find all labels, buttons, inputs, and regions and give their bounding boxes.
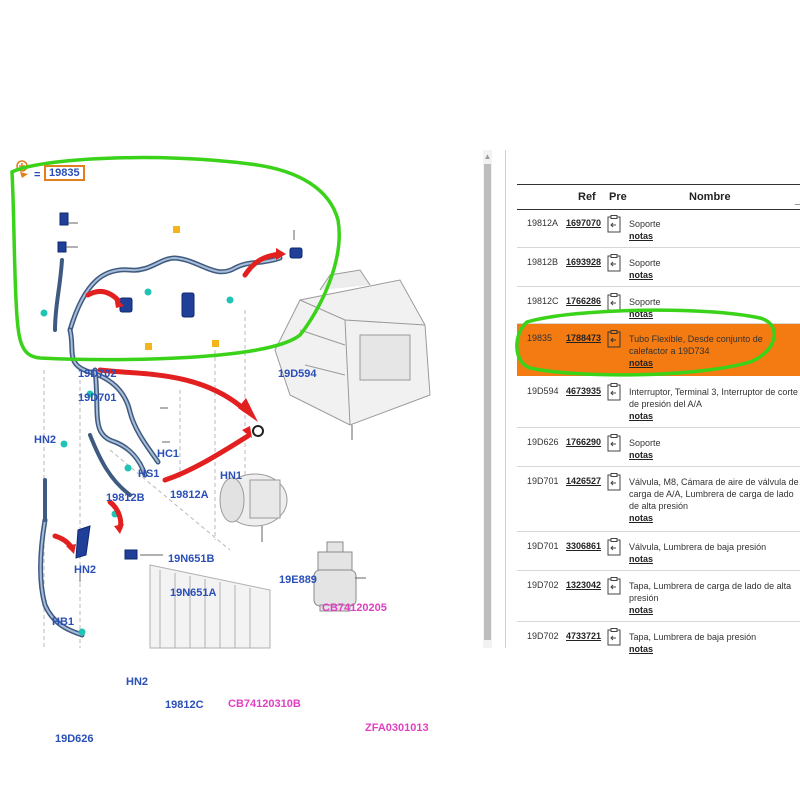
callout-19812A[interactable]: 19812A bbox=[170, 489, 209, 501]
row-ref-link[interactable]: 4733721 bbox=[566, 631, 602, 641]
parts-diagram[interactable] bbox=[0, 150, 480, 745]
row-ref-link[interactable]: 1788473 bbox=[566, 333, 602, 343]
row-name: Tapa, Lumbrera de carga de lado de alta presión bbox=[629, 581, 792, 603]
notes-link[interactable]: notas bbox=[629, 554, 654, 564]
row-code: 19812B bbox=[527, 257, 559, 267]
green-annotation-right bbox=[505, 300, 795, 390]
refrigerant-bottle-drawing bbox=[314, 542, 356, 611]
row-name: Interruptor, Terminal 3, Interruptor de corte de presión del A/A bbox=[629, 387, 798, 409]
row-ref-link[interactable]: 1323042 bbox=[566, 580, 602, 590]
callout-19812B[interactable]: 19812B bbox=[106, 492, 145, 504]
svg-text:=: = bbox=[34, 169, 41, 181]
row-name: Válvula, M8, Cámara de aire de válvula de carga de A/A, Lumbrera de carga de lado de alta presión bbox=[629, 477, 799, 511]
row-ref-link[interactable]: 1426527 bbox=[566, 476, 602, 486]
callout-19N651B[interactable]: 19N651B bbox=[168, 553, 215, 565]
table-row[interactable] bbox=[517, 467, 800, 532]
row-code: 19D701 bbox=[527, 541, 559, 551]
row-name: Válvula, Lumbrera de baja presión bbox=[629, 542, 767, 552]
row-code: 19835 bbox=[527, 333, 553, 343]
notes-link[interactable]: notas bbox=[629, 411, 654, 421]
callout-CB74120205[interactable]: CB74120205 bbox=[322, 602, 387, 614]
header-name[interactable]: Nombre bbox=[689, 191, 731, 203]
row-code: 19812C bbox=[527, 296, 559, 306]
callout-19N651A[interactable]: 19N651A bbox=[170, 587, 217, 599]
clipboard-icon[interactable] bbox=[607, 215, 621, 233]
diagram-scrollbar[interactable] bbox=[483, 150, 492, 648]
row-name: Soporte bbox=[629, 258, 661, 268]
callout-19D701[interactable]: 19D701 bbox=[78, 392, 117, 404]
callout-19E889[interactable]: 19E889 bbox=[279, 574, 317, 586]
row-ref-link[interactable]: 1766290 bbox=[566, 437, 602, 447]
notes-link[interactable]: notas bbox=[629, 358, 654, 368]
row-code: 19D701 bbox=[527, 476, 559, 486]
callout-19D626[interactable]: 19D626 bbox=[55, 733, 94, 745]
row-ref-link[interactable]: 3306861 bbox=[566, 541, 602, 551]
diagram-drawing bbox=[0, 150, 480, 648]
warning-marker bbox=[145, 343, 152, 350]
row-code: 19D626 bbox=[527, 437, 559, 447]
table-header bbox=[517, 184, 800, 210]
row-name: Tapa, Lumbrera de baja presión bbox=[629, 632, 757, 642]
row-name: Tubo Flexible, Desde conjunto de calefactor a 19D734 bbox=[629, 334, 763, 356]
warning-marker bbox=[212, 340, 219, 347]
row-ref-link[interactable]: 1693928 bbox=[566, 257, 602, 267]
notes-link[interactable]: notas bbox=[629, 513, 654, 523]
clipboard-icon[interactable] bbox=[607, 628, 621, 646]
notes-link[interactable]: notas bbox=[629, 644, 654, 654]
callout-HN2-top[interactable]: HN2 bbox=[34, 434, 57, 446]
clipboard-icon[interactable] bbox=[607, 538, 621, 556]
callout-HN1[interactable]: HN1 bbox=[220, 470, 243, 482]
table-row[interactable] bbox=[517, 622, 800, 660]
row-code: 19D702 bbox=[527, 631, 559, 641]
header-pre[interactable]: Pre bbox=[609, 191, 627, 203]
callout-CB74120310B[interactable]: CB74120310B bbox=[228, 698, 301, 710]
row-ref-link[interactable]: 1766286 bbox=[566, 296, 602, 306]
table-row[interactable] bbox=[517, 571, 800, 622]
scroll-up-icon[interactable]: ▲ bbox=[483, 152, 492, 161]
callout-HN2-bottom[interactable]: HN2 bbox=[126, 676, 149, 688]
table-row[interactable] bbox=[517, 209, 800, 248]
table-row[interactable] bbox=[517, 532, 800, 571]
clipboard-icon[interactable] bbox=[607, 473, 621, 491]
notes-link[interactable]: notas bbox=[629, 309, 654, 319]
row-code: 19812A bbox=[527, 218, 559, 228]
callout-HB1[interactable]: HB1 bbox=[52, 616, 75, 628]
row-ref-link[interactable]: 1697070 bbox=[566, 218, 602, 228]
pane-divider[interactable] bbox=[505, 150, 506, 648]
callout-19812C[interactable]: 19812C bbox=[165, 699, 204, 711]
callout-HN2-mid[interactable]: HN2 bbox=[74, 564, 97, 576]
callout-19835[interactable]: 19835 bbox=[44, 167, 85, 179]
table-row[interactable] bbox=[517, 428, 800, 467]
callout-HS1[interactable]: HS1 bbox=[138, 468, 160, 480]
warning-marker bbox=[173, 226, 180, 233]
clipboard-icon[interactable] bbox=[607, 577, 621, 595]
row-code: 19D702 bbox=[527, 580, 559, 590]
notes-link[interactable]: notas bbox=[629, 605, 654, 615]
header-ref[interactable]: Ref bbox=[578, 191, 596, 203]
notes-link[interactable]: notas bbox=[629, 231, 654, 241]
scroll-thumb[interactable] bbox=[484, 164, 491, 640]
row-name: Soporte bbox=[629, 219, 661, 229]
clipboard-icon[interactable] bbox=[607, 254, 621, 272]
row-ref-link[interactable]: 4673935 bbox=[566, 386, 602, 396]
row-name: Soporte bbox=[629, 438, 661, 448]
clipboard-icon[interactable] bbox=[607, 434, 621, 452]
row-code: 19D594 bbox=[527, 386, 559, 396]
parts-table bbox=[517, 184, 800, 654]
condenser-drawing bbox=[150, 565, 270, 648]
callout-ZFA0301013[interactable]: ZFA0301013 bbox=[365, 722, 429, 734]
table-row[interactable] bbox=[517, 248, 800, 287]
heater-box-drawing bbox=[275, 270, 430, 425]
callout-19D702[interactable]: 19D702 bbox=[78, 368, 117, 380]
callout-19D594[interactable]: 19D594 bbox=[278, 368, 317, 380]
table-edge-mark bbox=[795, 204, 800, 205]
notes-link[interactable]: notas bbox=[629, 450, 654, 460]
callout-HC1[interactable]: HC1 bbox=[157, 448, 180, 460]
row-name: Soporte bbox=[629, 297, 661, 307]
notes-link[interactable]: notas bbox=[629, 270, 654, 280]
